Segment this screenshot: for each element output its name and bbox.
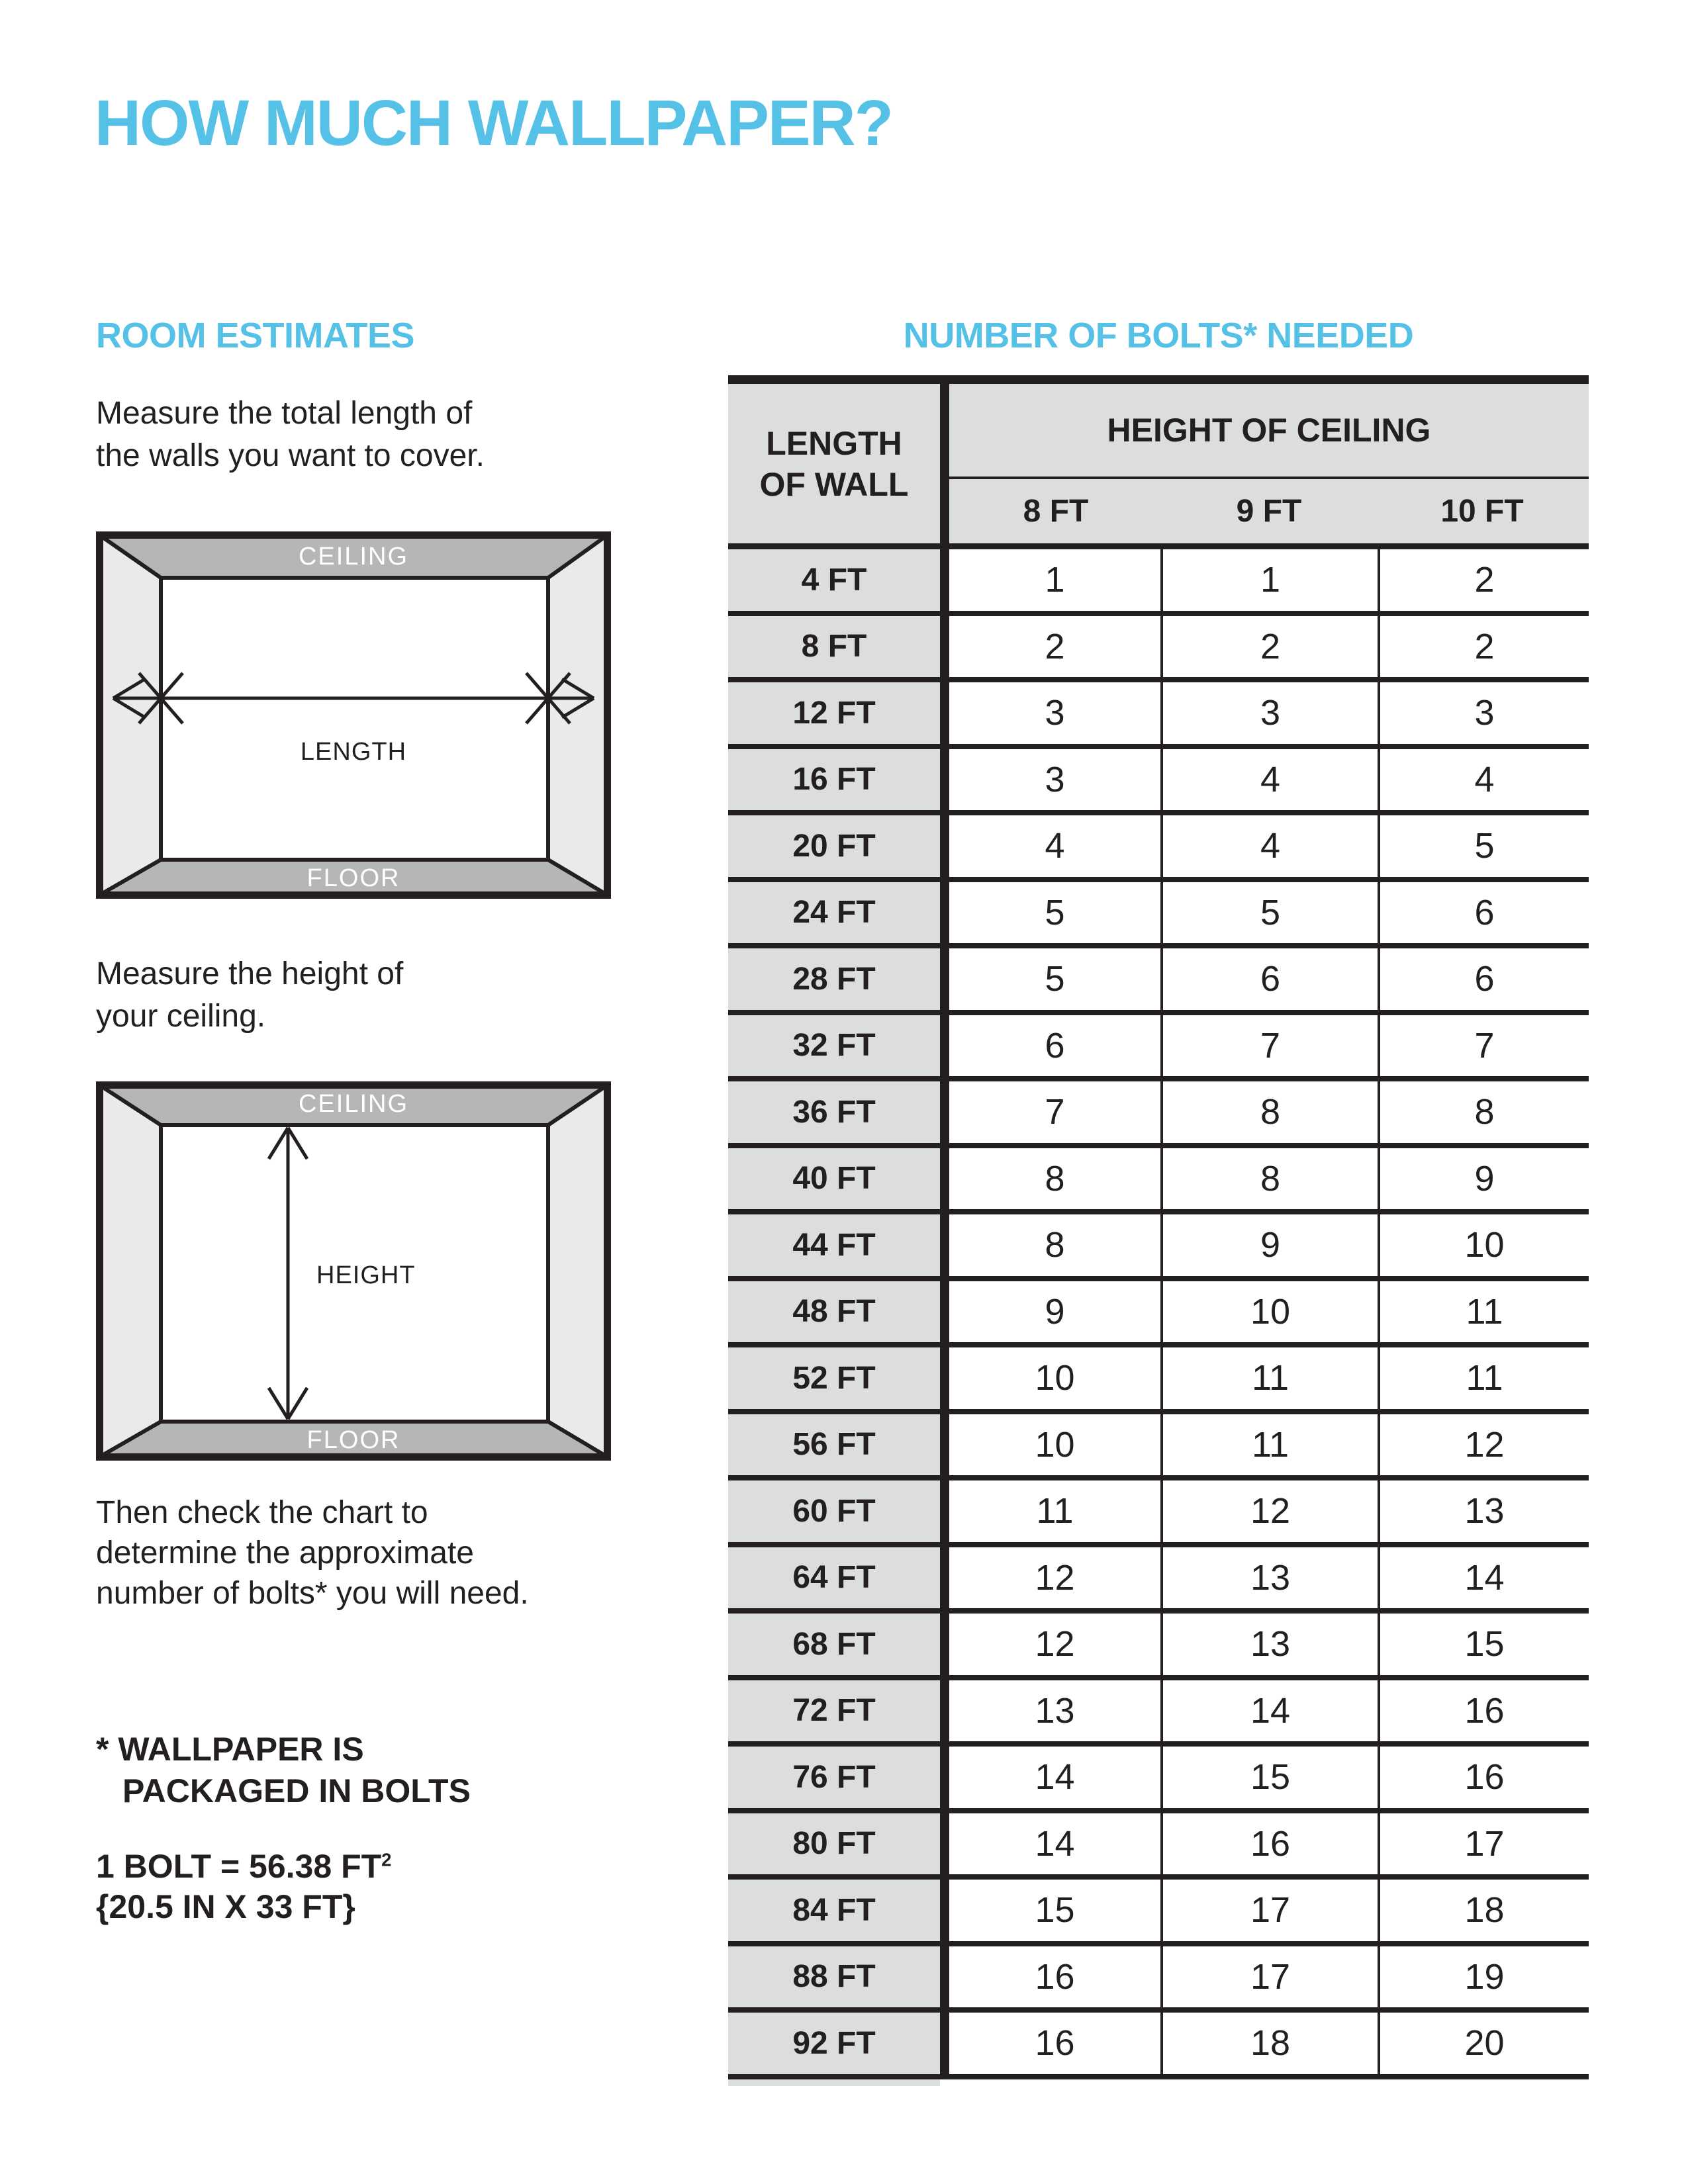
row-separator xyxy=(728,1276,1589,1281)
instruction-height xyxy=(96,953,403,1038)
bolt-count-cell: 18 xyxy=(1380,1880,1589,1941)
floor-label: FLOOR xyxy=(306,864,400,892)
footnote-line2: PACKAGED IN BOLTS xyxy=(122,1772,471,1809)
length-of-wall-line2: OF WALL xyxy=(759,465,909,503)
bolt-count-cell: 16 xyxy=(949,1946,1160,2008)
instruction-chart-line1: Then check the chart to xyxy=(96,1495,428,1530)
right-wall-surface xyxy=(548,1085,607,1457)
bolt-count-cell: 4 xyxy=(1380,749,1589,811)
row-separator xyxy=(728,744,1589,749)
bolt-count-cell: 13 xyxy=(1380,1480,1589,1542)
row-length-label: 48 FT xyxy=(728,1281,940,1343)
bolt-count-cell: 2 xyxy=(1380,616,1589,678)
row-separator xyxy=(728,611,1589,616)
bolts-needed-heading: NUMBER OF BOLTS* NEEDED xyxy=(903,316,1414,355)
row-separator xyxy=(728,2007,1589,2013)
row-length-label: 92 FT xyxy=(728,2013,940,2074)
bolt-dimensions: {20.5 IN X 33 FT} xyxy=(96,1888,355,1925)
bolt-count-cell: 8 xyxy=(1380,1081,1589,1143)
bolt-count-cell: 16 xyxy=(1380,1747,1589,1808)
row-separator xyxy=(728,1874,1589,1880)
bolt-count-cell: 10 xyxy=(1163,1281,1378,1343)
bolt-count-cell: 10 xyxy=(949,1347,1160,1409)
bolt-count-cell: 6 xyxy=(1380,882,1589,944)
bolt-equation-superscript: 2 xyxy=(381,1849,392,1870)
row-length-label: 52 FT xyxy=(728,1347,940,1409)
bolt-count-cell: 5 xyxy=(949,882,1160,944)
instruction-chart xyxy=(96,1492,529,1614)
wallpaper-footnote xyxy=(96,1729,471,1812)
footnote-line1: * WALLPAPER IS xyxy=(96,1731,364,1768)
row-separator xyxy=(728,1010,1589,1015)
row-length-label: 72 FT xyxy=(728,1680,940,1742)
row-length-label: 16 FT xyxy=(728,749,940,811)
length-of-wall-header xyxy=(728,384,940,543)
bolt-count-cell: 7 xyxy=(1163,1015,1378,1077)
bolt-count-cell: 2 xyxy=(949,616,1160,678)
instruction-length-line2: the walls you want to cover. xyxy=(96,438,485,473)
bolt-count-cell: 11 xyxy=(949,1480,1160,1542)
bolt-count-cell: 8 xyxy=(949,1148,1160,1210)
bolt-count-cell: 1 xyxy=(1163,549,1378,611)
instruction-chart-line2: determine the approximate xyxy=(96,1535,474,1570)
bolt-count-cell: 13 xyxy=(1163,1547,1378,1609)
instruction-length xyxy=(96,392,485,477)
bolt-count-cell: 6 xyxy=(1380,948,1589,1010)
bolt-count-cell: 16 xyxy=(1163,1813,1378,1875)
bolt-count-cell: 7 xyxy=(1380,1015,1589,1077)
row-length-label: 4 FT xyxy=(728,549,940,611)
floor-label: FLOOR xyxy=(306,1426,400,1454)
bolt-count-cell: 4 xyxy=(1163,749,1378,811)
bolt-count-cell: 5 xyxy=(1163,882,1378,944)
instruction-height-line1: Measure the height of xyxy=(96,956,404,991)
bolt-count-cell: 13 xyxy=(1163,1614,1378,1675)
bolt-equation-text: 1 BOLT = 56.38 FT xyxy=(96,1848,382,1885)
row-separator xyxy=(728,1076,1589,1081)
row-separator xyxy=(728,1542,1589,1547)
table-top-bar xyxy=(728,375,1589,384)
row-length-label: 64 FT xyxy=(728,1547,940,1609)
bolt-count-cell: 10 xyxy=(949,1414,1160,1476)
bolt-count-cell: 3 xyxy=(949,749,1160,811)
room-length-diagram xyxy=(96,531,611,899)
page-title: HOW MUCH WALLPAPER? xyxy=(95,87,892,159)
row-length-label: 40 FT xyxy=(728,1148,940,1210)
bolt-count-cell: 15 xyxy=(1163,1747,1378,1808)
bolt-count-cell: 19 xyxy=(1380,1946,1589,2008)
length-of-wall-line1: LENGTH xyxy=(766,424,902,462)
bolt-count-cell: 13 xyxy=(949,1680,1160,1742)
bolt-info xyxy=(96,1846,391,1927)
row-length-label: 68 FT xyxy=(728,1614,940,1675)
row-length-label: 32 FT xyxy=(728,1015,940,1077)
length-label: LENGTH xyxy=(300,738,407,766)
row-separator xyxy=(728,1475,1589,1480)
bolt-count-cell: 17 xyxy=(1380,1813,1589,1875)
bolt-count-cell: 5 xyxy=(949,948,1160,1010)
row-separator xyxy=(728,1941,1589,1946)
row-separator xyxy=(728,1741,1589,1747)
row-length-label: 28 FT xyxy=(728,948,940,1010)
bolt-count-cell: 11 xyxy=(1380,1347,1589,1409)
bolt-count-cell: 2 xyxy=(1163,616,1378,678)
bolt-count-cell: 9 xyxy=(1163,1214,1378,1276)
row-length-label: 12 FT xyxy=(728,682,940,744)
bolt-count-cell: 14 xyxy=(949,1747,1160,1808)
row-separator xyxy=(728,1143,1589,1148)
left-wall-surface xyxy=(100,1085,161,1457)
row-length-label: 36 FT xyxy=(728,1081,940,1143)
bolt-count-cell: 16 xyxy=(949,2013,1160,2074)
bolt-count-cell: 2 xyxy=(1380,549,1589,611)
row-separator xyxy=(728,677,1589,682)
bolt-count-cell: 12 xyxy=(949,1547,1160,1609)
row-separator xyxy=(728,1342,1589,1347)
row-separator xyxy=(728,810,1589,815)
bolt-equation xyxy=(96,1846,391,1887)
row-length-label: 80 FT xyxy=(728,1813,940,1875)
ceiling-height-subheaders xyxy=(949,479,1589,543)
bolt-count-cell: 16 xyxy=(1380,1680,1589,1742)
row-separator xyxy=(728,1409,1589,1414)
bolt-count-cell: 9 xyxy=(1380,1148,1589,1210)
row-separator xyxy=(728,1675,1589,1680)
row-length-label: 60 FT xyxy=(728,1480,940,1542)
row-separator xyxy=(728,1209,1589,1214)
subheader-9ft: 9 FT xyxy=(1236,494,1302,529)
bolt-count-cell: 4 xyxy=(949,815,1160,877)
bolt-count-cell: 8 xyxy=(1163,1148,1378,1210)
bolt-count-cell: 11 xyxy=(1380,1281,1589,1343)
row-separator xyxy=(728,877,1589,882)
left-wall-surface xyxy=(100,535,161,895)
row-length-label: 56 FT xyxy=(728,1414,940,1476)
bolt-count-cell: 12 xyxy=(1163,1480,1378,1542)
row-separator xyxy=(728,943,1589,948)
table-main-divider xyxy=(940,384,949,2079)
row-separator xyxy=(728,2074,1589,2079)
bolt-count-cell: 14 xyxy=(1163,1680,1378,1742)
bolt-count-cell: 3 xyxy=(1380,682,1589,744)
bolt-count-cell: 17 xyxy=(1163,1946,1378,2008)
bolt-count-cell: 20 xyxy=(1380,2013,1589,2074)
bolt-count-cell: 6 xyxy=(949,1015,1160,1077)
instruction-length-line1: Measure the total length of xyxy=(96,396,473,431)
row-separator xyxy=(728,1808,1589,1813)
header-bottom-line xyxy=(728,543,1589,549)
bolt-count-cell: 11 xyxy=(1163,1347,1378,1409)
bolt-count-cell: 18 xyxy=(1163,2013,1378,2074)
height-of-ceiling-header: HEIGHT OF CEILING xyxy=(949,384,1589,477)
bolt-count-cell: 14 xyxy=(1380,1547,1589,1609)
bolt-count-cell: 15 xyxy=(949,1880,1160,1941)
instruction-height-line2: your ceiling. xyxy=(96,999,266,1034)
bolt-count-cell: 4 xyxy=(1163,815,1378,877)
row-length-label: 8 FT xyxy=(728,616,940,678)
subheader-10ft: 10 FT xyxy=(1440,494,1524,529)
room-estimates-heading: ROOM ESTIMATES xyxy=(96,316,415,355)
ceiling-label: CEILING xyxy=(298,1090,409,1118)
room-height-diagram xyxy=(96,1081,611,1461)
right-wall-surface xyxy=(548,535,607,895)
height-label: HEIGHT xyxy=(316,1261,416,1289)
row-length-label: 24 FT xyxy=(728,882,940,944)
bolt-count-cell: 5 xyxy=(1380,815,1589,877)
ceiling-label: CEILING xyxy=(298,543,409,570)
bolt-count-cell: 12 xyxy=(949,1614,1160,1675)
row-length-label: 84 FT xyxy=(728,1880,940,1941)
table-bottom-tab xyxy=(728,2079,940,2086)
subheader-8ft: 8 FT xyxy=(1023,494,1089,529)
bolt-count-cell: 15 xyxy=(1380,1614,1589,1675)
bolt-count-cell: 10 xyxy=(1380,1214,1589,1276)
back-wall xyxy=(161,578,548,860)
bolt-count-cell: 14 xyxy=(949,1813,1160,1875)
bolt-count-cell: 17 xyxy=(1163,1880,1378,1941)
bolt-count-cell: 7 xyxy=(949,1081,1160,1143)
bolt-count-cell: 8 xyxy=(949,1214,1160,1276)
row-separator xyxy=(728,1608,1589,1614)
bolts-table xyxy=(728,375,1589,2086)
bolt-count-cell: 12 xyxy=(1380,1414,1589,1476)
row-length-label: 76 FT xyxy=(728,1747,940,1808)
bolt-count-cell: 11 xyxy=(1163,1414,1378,1476)
row-length-label: 44 FT xyxy=(728,1214,940,1276)
bolt-count-cell: 1 xyxy=(949,549,1160,611)
bolt-count-cell: 6 xyxy=(1163,948,1378,1010)
bolt-count-cell: 3 xyxy=(949,682,1160,744)
bolt-count-cell: 8 xyxy=(1163,1081,1378,1143)
row-length-label: 20 FT xyxy=(728,815,940,877)
bolt-count-cell: 9 xyxy=(949,1281,1160,1343)
row-length-label: 88 FT xyxy=(728,1946,940,2008)
bolt-count-cell: 3 xyxy=(1163,682,1378,744)
instruction-chart-line3: number of bolts* you will need. xyxy=(96,1576,529,1611)
